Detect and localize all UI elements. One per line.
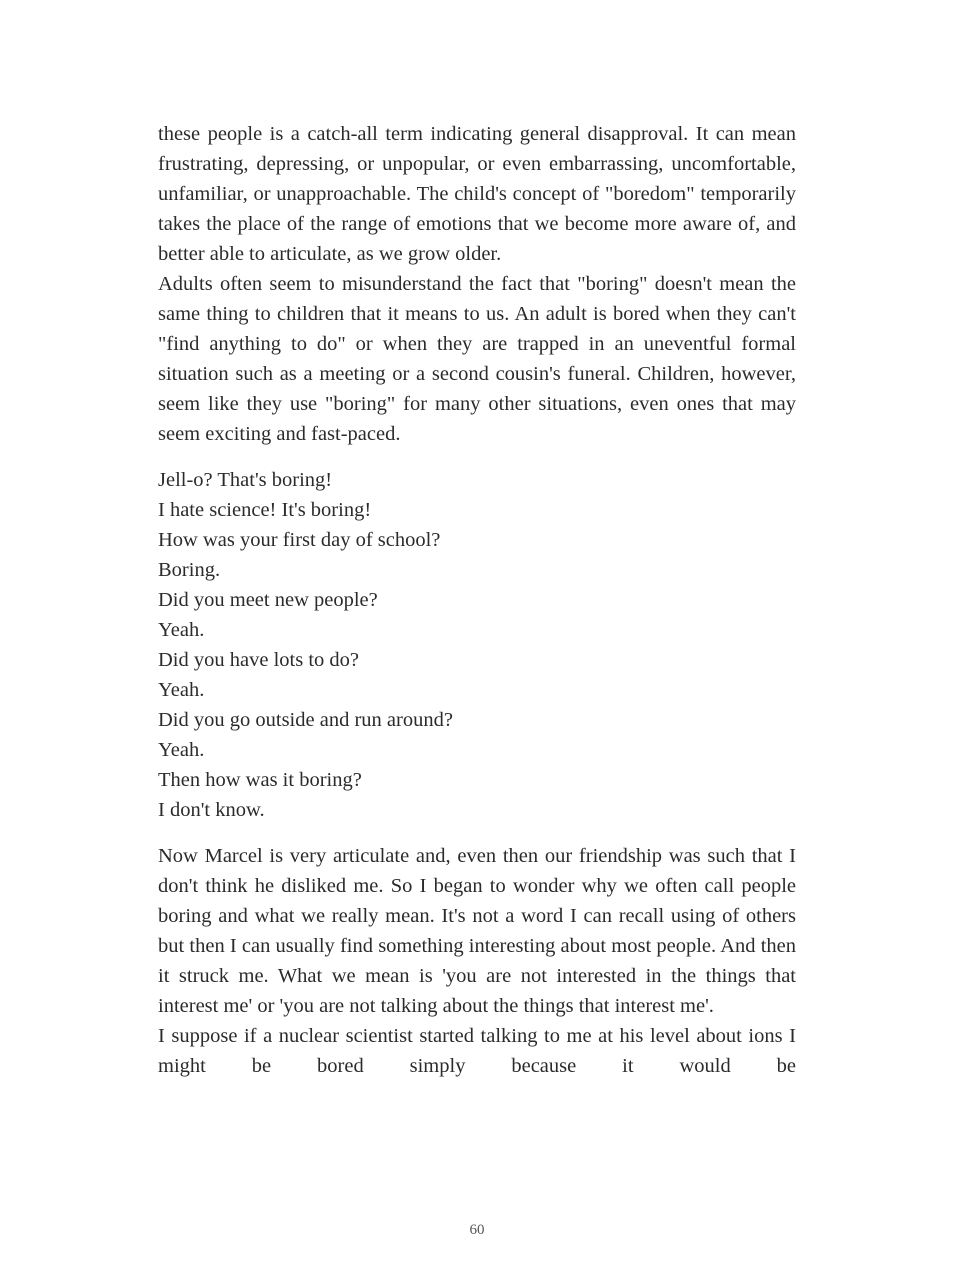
dialogue-line: Yeah.: [158, 739, 205, 761]
dialogue-list: [158, 465, 796, 825]
page-number: 60: [469, 1222, 485, 1238]
body-text: [158, 119, 796, 1081]
dialogue-line: Did you have lots to do?: [158, 649, 359, 671]
dialogue-line: Yeah.: [158, 619, 205, 641]
dialogue-line: How was your first day of school?: [158, 529, 441, 551]
dialogue-line: Then how was it boring?: [158, 769, 362, 791]
dialogue-line: Yeah.: [158, 679, 205, 701]
dialogue-line: Jell-o? That's boring!: [158, 469, 333, 491]
paragraph: these people is a catch-all term indicating general disapproval. It can mean frustrating, depressing, or unpopular, or even embarrassing, uncomfortable, unfamiliar, or unapproachable. The child's concept of "boredom" temporarily takes the place of the range of emotions that we become more aware of, and better able to articulate, as we grow older.: [158, 123, 796, 265]
dialogue-line: I hate science! It's boring!: [158, 499, 372, 521]
dialogue-line: Did you go outside and run around?: [158, 709, 453, 731]
paragraph: Now Marcel is very articulate and, even then our friendship was such that I don't think he disliked me. So I began to wonder why we often call people boring and what we really mean. It's not a word I can recall using of others but then I can usually find something interesting about most people. And then it struck me. What we mean is 'you are not interested in the things that interest me' or 'you are not talking about the things that interest me'.: [158, 845, 796, 1017]
dialogue-line: Boring.: [158, 559, 221, 581]
paragraph: Adults often seem to misunderstand the fact that "boring" doesn't mean the same thing to children that it means to us. An adult is bored when they can't "find anything to do" or when they are trapped in an uneventful formal situation such as a meeting or a second cousin's funeral. Children, however, seem like they use "boring" for many other situations, even ones that may seem exciting and fast-paced.: [158, 273, 796, 445]
dialogue-line: I don't know.: [158, 799, 265, 821]
paragraph: I suppose if a nuclear scientist started talking to me at his level about ions I might be bored simply because it would be: [158, 1025, 796, 1077]
dialogue-line: Did you meet new people?: [158, 589, 378, 611]
